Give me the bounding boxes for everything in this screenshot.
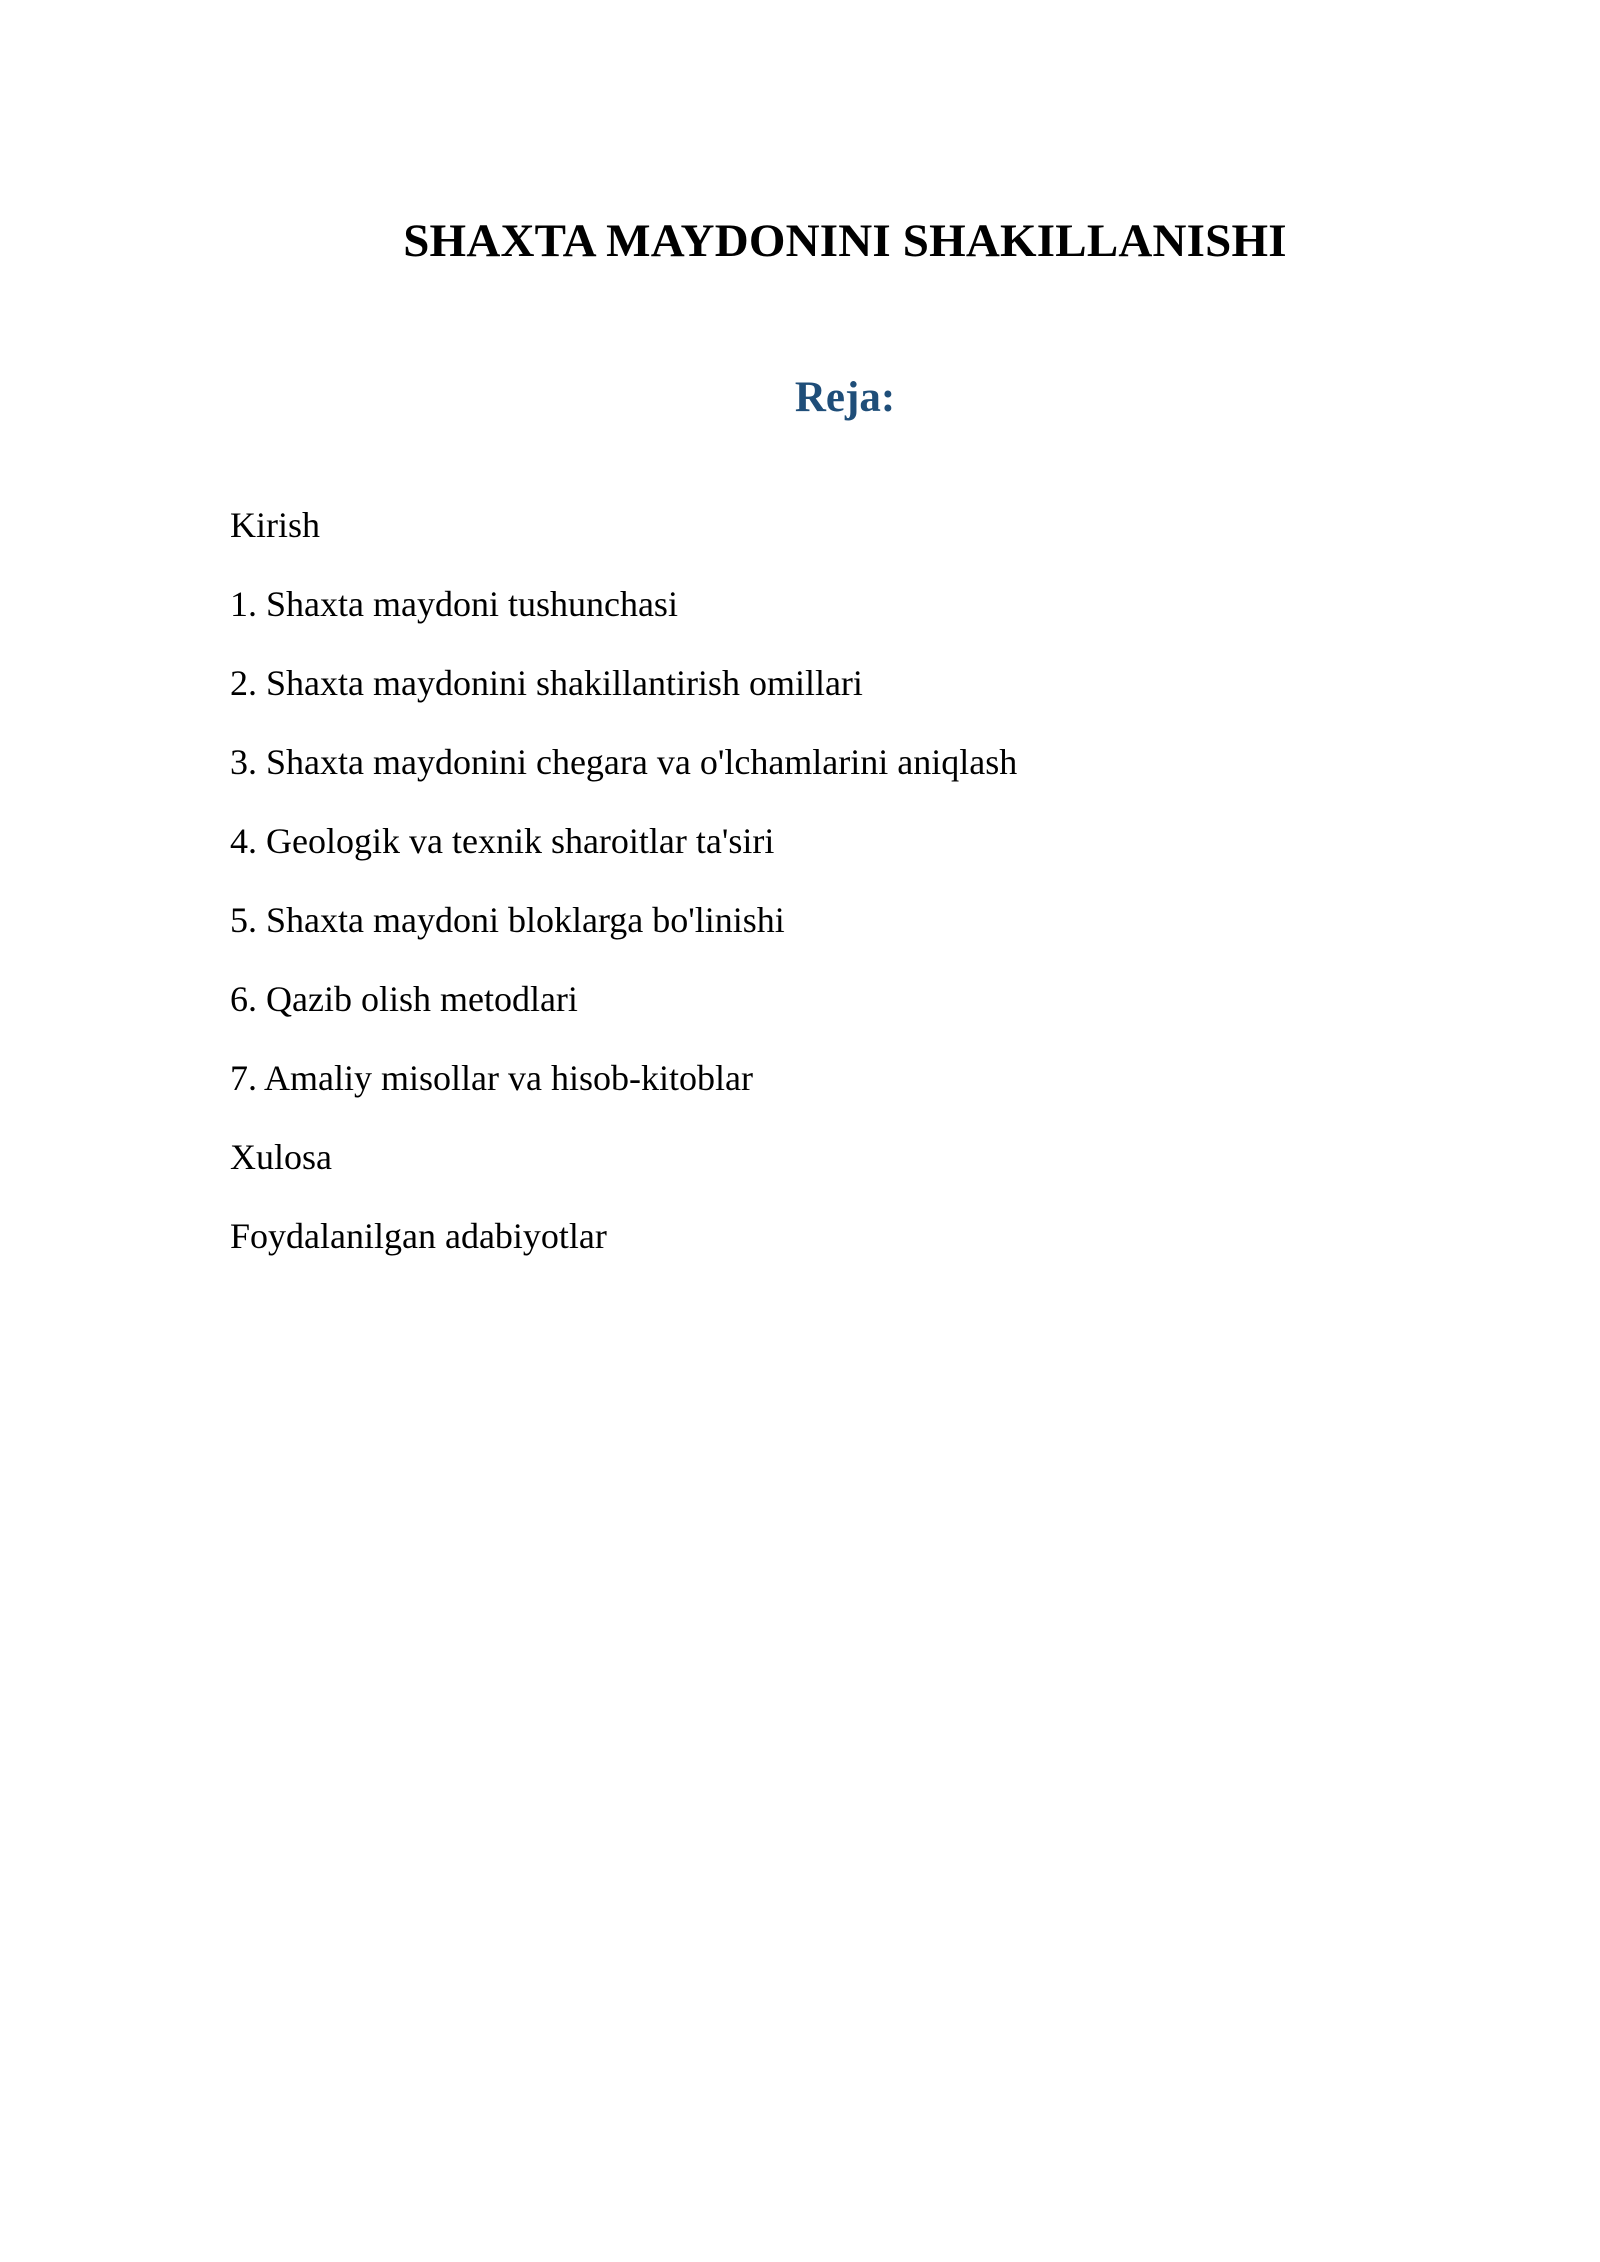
- plan-heading: Reja:: [794, 374, 896, 421]
- plan-item-6: 6. Qazib olish metodlari: [230, 979, 578, 1019]
- plan-item-conclusion: Xulosa: [230, 1137, 332, 1177]
- plan-item-4: 4. Geologik va texnik sharoitlar ta'siri: [230, 821, 775, 861]
- document-title: SHAXTA MAYDONINI SHAKILLANISHI: [403, 215, 1287, 267]
- plan-item-7: 7. Amaliy misollar va hisob-kitoblar: [230, 1058, 753, 1098]
- plan-item-introduction: Kirish: [230, 505, 320, 545]
- plan-item-2: 2. Shaxta maydonini shakillantirish omillari: [230, 663, 863, 703]
- plan-item-5: 5. Shaxta maydoni bloklarga bo'linishi: [230, 900, 785, 940]
- plan-item-3: 3. Shaxta maydonini chegara va o'lchamlarini aniqlash: [230, 742, 1018, 782]
- plan-item-1: 1. Shaxta maydoni tushunchasi: [230, 584, 678, 624]
- plan-item-references: Foydalanilgan adabiyotlar: [230, 1216, 607, 1256]
- plan-list: [230, 505, 1017, 1295]
